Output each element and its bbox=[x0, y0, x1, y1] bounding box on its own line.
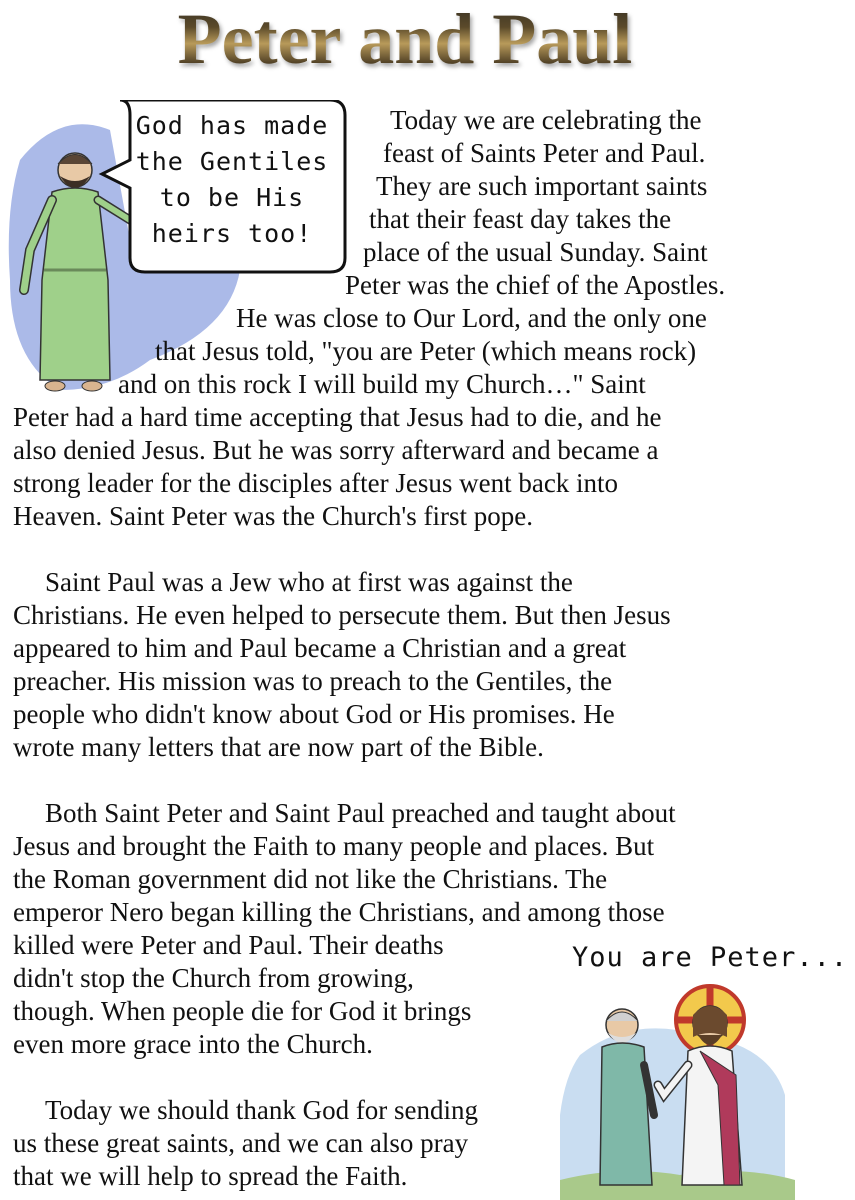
text-line: Heaven. Saint Peter was the Church's first pope. bbox=[13, 501, 533, 531]
text-line: Saint Paul was a Jew who at first was against the bbox=[45, 567, 573, 597]
bubble-line: to be His bbox=[159, 183, 305, 212]
text-line: Today we are celebrating the bbox=[390, 105, 702, 135]
text-line: the Roman government did not like the Christians. The bbox=[13, 864, 608, 894]
text-line: that we will help to spread the Faith. bbox=[13, 1161, 408, 1191]
text-line: Christians. He even helped to persecute them. But then Jesus bbox=[13, 600, 671, 630]
bubble-line: the Gentiles bbox=[135, 147, 329, 176]
text-line: us these great saints, and we can also pray bbox=[13, 1128, 469, 1158]
speech-bubble-text bbox=[120, 108, 344, 252]
text-line: that Jesus told, "you are Peter (which means rock) bbox=[155, 336, 697, 366]
text-line: They are such important saints bbox=[376, 171, 708, 201]
text-line: killed were Peter and Paul. Their deaths bbox=[13, 930, 444, 960]
text-line: though. When people die for God it brings bbox=[13, 996, 472, 1026]
text-line: and on this rock I will build my Church…" Saint bbox=[118, 369, 646, 399]
text-line: emperor Nero began killing the Christians, and among those bbox=[13, 897, 665, 927]
text-line: wrote many letters that are now part of the Bible. bbox=[13, 732, 544, 762]
text-line: He was close to Our Lord, and the only one bbox=[236, 303, 707, 333]
text-line: Peter was the chief of the Apostles. bbox=[345, 270, 726, 300]
text-line: that their feast day takes the bbox=[369, 204, 672, 234]
bubble-line: God has made bbox=[135, 111, 329, 140]
text-line: feast of Saints Peter and Paul. bbox=[383, 138, 706, 168]
text-line: strong leader for the disciples after Jesus went back into bbox=[13, 468, 619, 498]
text-line: Today we should thank God for sending bbox=[45, 1095, 479, 1125]
text-line: didn't stop the Church from growing, bbox=[13, 963, 414, 993]
text-line: also denied Jesus. But he was sorry afterward and became a bbox=[13, 435, 659, 465]
text-line: people who didn't know about God or His promises. He bbox=[13, 699, 615, 729]
page-title: Peter and Paul bbox=[0, 0, 810, 81]
text-line: Peter had a hard time accepting that Jesus had to die, and he bbox=[13, 402, 662, 432]
text-line: place of the usual Sunday. Saint bbox=[363, 237, 708, 267]
jesus-and-peter-illustration bbox=[560, 975, 800, 1200]
bubble-line: heirs too! bbox=[151, 219, 313, 248]
text-line: Both Saint Peter and Saint Paul preached and taught about bbox=[45, 798, 676, 828]
text-line: Jesus and brought the Faith to many people and places. But bbox=[13, 831, 655, 861]
text-line: appeared to him and Paul became a Christian and a great bbox=[13, 633, 627, 663]
illustration-caption: You are Peter... bbox=[572, 942, 849, 973]
text-line: even more grace into the Church. bbox=[13, 1029, 373, 1059]
text-line: preacher. His mission was to preach to the Gentiles, the bbox=[13, 666, 613, 696]
